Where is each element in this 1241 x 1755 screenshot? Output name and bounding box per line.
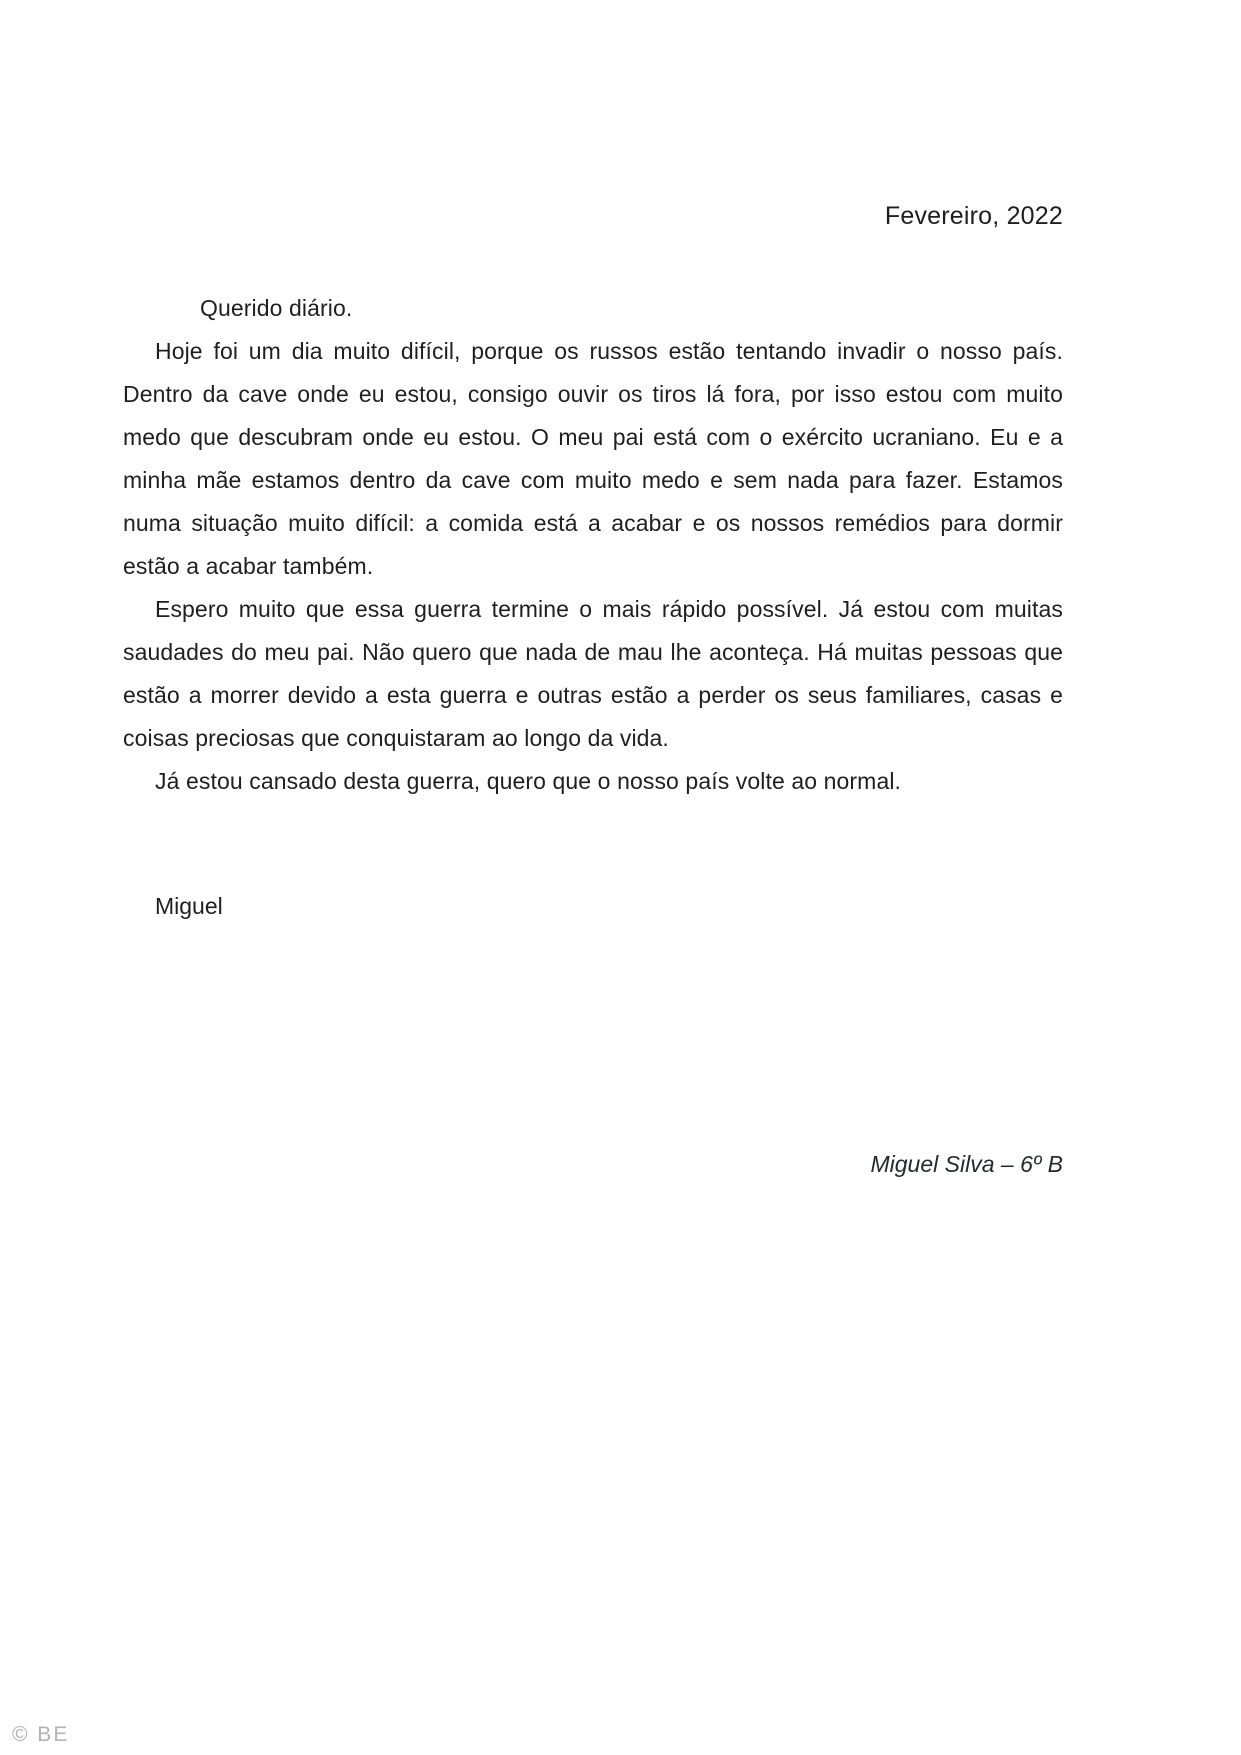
paragraph-2: Espero muito que essa guerra termine o mais rápido possível. Já estou com muitas saudades do meu pai. Não quero que nada de mau lhe aconteça. Há muitas pessoas que estão a morrer devido a esta guerra e outras estão a perder os seus familiares, casas e coisas preciosas que conquistaram ao longo da vida.: [123, 596, 1063, 751]
signature: Miguel: [155, 893, 223, 919]
paragraph-3: Já estou cansado desta guerra, quero que o nosso país volte ao normal.: [155, 768, 902, 794]
copyright-watermark: © BE: [12, 1723, 70, 1746]
date-line: Fevereiro, 2022: [884, 202, 1063, 230]
greeting: Querido diário.: [200, 295, 353, 321]
letter-body: [123, 287, 1063, 803]
paragraph-1: Hoje foi um dia muito difícil, porque os russos estão tentando invadir o nosso país. Dentro da cave onde eu estou, consigo ouvir os tiros lá fora, por isso estou com muito medo que descubram onde eu estou. O meu pai está com o exército ucraniano. Eu e a minha mãe estamos dentro da cave com muito medo e sem nada para fazer. Estamos numa situação muito difícil: a comida está a acabar e os nossos remédios para dormir estão a acabar também.: [123, 338, 1063, 579]
author-line: Miguel Silva – 6º B: [870, 1151, 1063, 1177]
